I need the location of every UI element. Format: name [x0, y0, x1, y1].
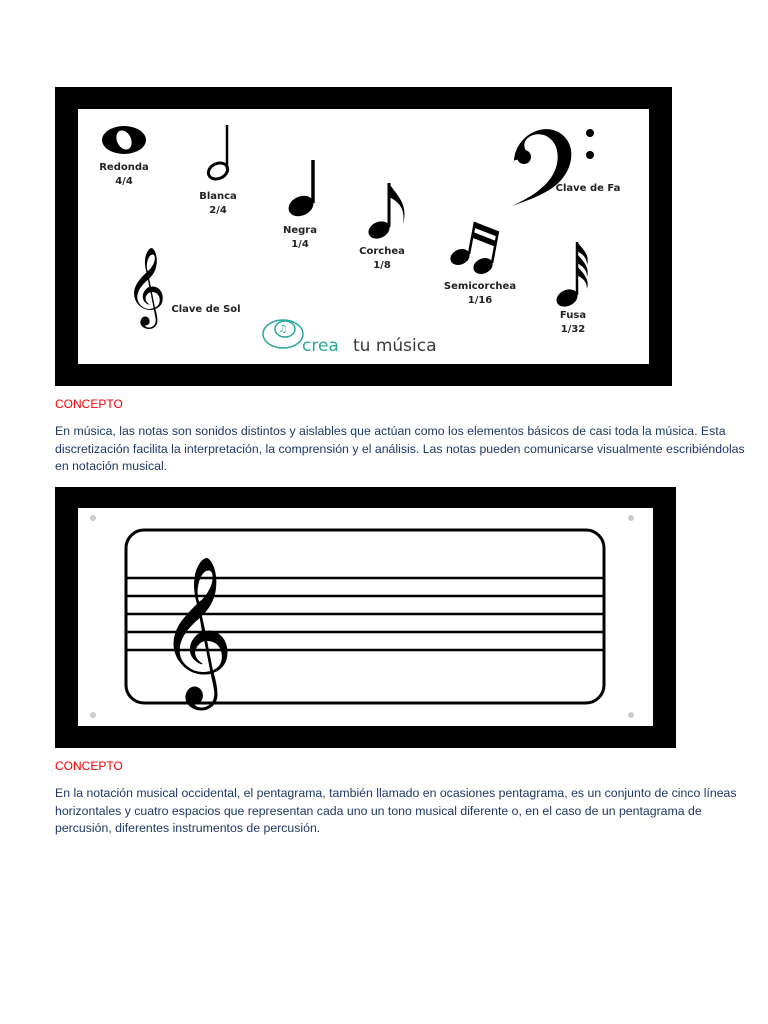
staff-figure [55, 487, 676, 748]
eighth-note-icon [366, 183, 405, 242]
section-2-heading: CONCEPTO [55, 759, 123, 773]
crea-tu-musica-logo [263, 320, 437, 356]
negra-value: 1/4 [291, 239, 309, 250]
note-values-figure [55, 87, 672, 386]
bass-clef-icon [512, 129, 594, 206]
section-1-heading: CONCEPTO [55, 397, 123, 411]
thirty-second-note-icon [554, 242, 588, 310]
half-note-icon [206, 125, 230, 182]
note-values-chart [78, 109, 649, 364]
quarter-note-icon [285, 160, 317, 220]
section-2-paragraph: En la notación musical occidental, el pentagrama, también llamado en ocasiones pentagrama, es un conjunto de cinco líneas horizontales y cuatro espacios que representan cada uno un tono musical diferente o, en el caso de un pentagrama de percusión, diferentes instrumentos de percusión. [55, 786, 737, 835]
svg-text:♫: ♫ [278, 324, 288, 335]
blanca-value: 2/4 [209, 205, 227, 216]
redonda-value: 4/4 [115, 176, 133, 187]
section-1-paragraph: En música, las notas son sonidos distintos y aislables que actúan como los elementos básicos de casi toda la música. Esta discretización facilita la interpretación, la comprensión y el análisis. Las notas pueden comunicarse visualmente escribiéndolas en notación musical. [55, 424, 745, 473]
staff-diagram [78, 508, 653, 726]
negra-label: Negra [283, 225, 317, 236]
sixteenth-note-icon [448, 222, 498, 277]
blanca-label: Blanca [199, 191, 237, 202]
treble-clef-icon: 𝄞 [158, 555, 234, 704]
clave-sol-label: Clave de Sol [171, 304, 241, 315]
semicorchea-value: 1/16 [467, 295, 493, 306]
svg-text:crea: crea [302, 336, 339, 356]
svg-text:tu música: tu música [353, 336, 437, 356]
semicorchea-label: Semicorchea [443, 281, 517, 292]
corchea-value: 1/8 [373, 260, 391, 271]
redonda-label: Redonda [99, 162, 149, 173]
clave-fa-label: Clave de Fa [555, 183, 621, 194]
fusa-value: 1/32 [560, 324, 586, 335]
whole-note-icon [102, 126, 146, 154]
fusa-label: Fusa [559, 310, 587, 321]
corchea-label: Corchea [359, 246, 405, 257]
treble-clef-icon: 𝄞 [125, 247, 167, 326]
